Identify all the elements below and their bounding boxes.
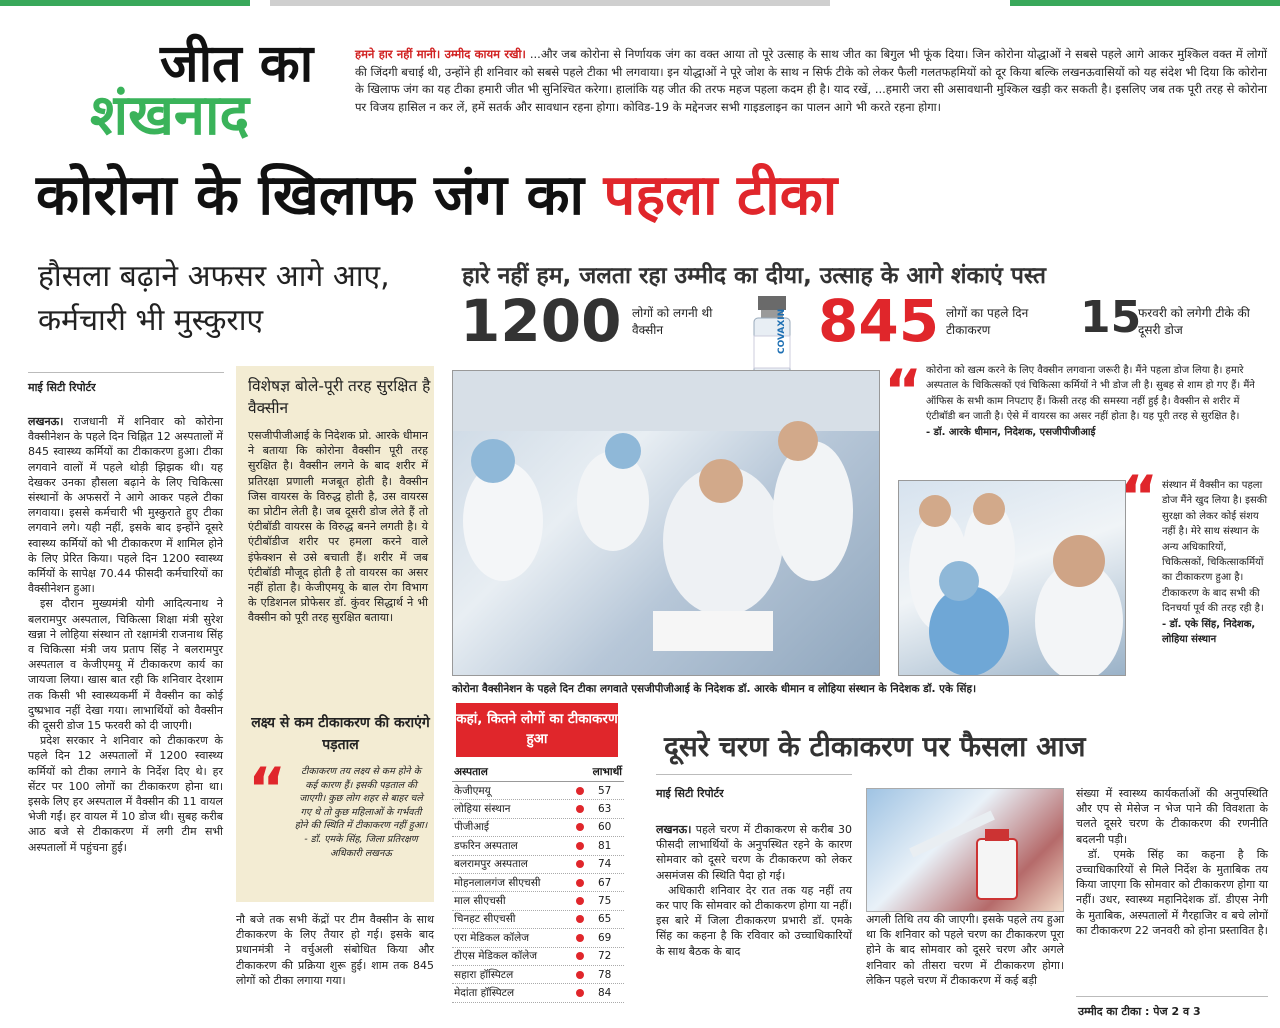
hospital-name: डफरिन अस्पताल: [454, 839, 518, 852]
table-header: [452, 765, 624, 782]
vial-label: COVAXIN: [777, 308, 787, 354]
hospital-name: बलरामपुर अस्पताल: [454, 858, 528, 871]
hospital-name: लोहिया संस्थान: [454, 803, 511, 816]
intro-lead: हमने हार नहीं मानी। उम्मीद कायम रखी।: [355, 47, 526, 61]
target-title: लक्ष्य से कम टीकाकरण की कराएंगे पड़ताल: [251, 715, 430, 753]
left-story-column: [28, 414, 223, 855]
beneficiary-count: 60: [598, 821, 612, 834]
table-row: [452, 837, 624, 855]
top-color-strip: [0, 0, 1280, 6]
left-story-p2: इस दौरान मुख्यमंत्री योगी आदित्यनाथ ने बलरामपुर अस्पताल, चिकित्सा शिक्षा मंत्री सुरेश खन्ना ने लोहिया संस्थान तो रक्षामंत्री राजनाथ सिंह व चिकित्सा मंत्री जय प्रताप सिंह ने बलरामपुर अस्पताल व केजीएमयू में टीकाकरण कार्य का जायजा लिया। खास बात रही कि शनिवार देरशाम तक किसी भी स्वास्थ्यकर्मी में वैक्सीन का कोई दुष्प्रभाव नहीं देखा गया। लाभार्थियों को वैक्सीन की दूसरी डोज 15 फरवरी को दी जाएगी।: [28, 597, 223, 733]
hospital-name: मेदांता हॉस्पिटल: [454, 986, 515, 999]
headline-main: कोरोना के खिलाफ जंग का: [36, 163, 604, 228]
divider: [1076, 996, 1268, 997]
hospital-name: टीएस मेडिकल कॉलेज: [454, 950, 538, 963]
bullet-icon: [576, 860, 584, 868]
hospital-name: सहारा हॉस्पिटल: [454, 968, 514, 981]
beneficiary-count: 81: [598, 839, 612, 852]
table-row: [452, 800, 624, 818]
table-title: कहां, कितने लोगों का टीकाकरण हुआ: [456, 703, 618, 757]
hospital-name: एरा मेडिकल कॉलेज: [454, 931, 529, 944]
second-phase-headline: दूसरे चरण के टीकाकरण पर फैसला आज: [664, 730, 1086, 763]
bullet-icon: [576, 842, 584, 850]
bullet-icon: [576, 989, 584, 997]
second-story-p2: अधिकारी शनिवार देर रात तक यह नहीं तय कर पाए कि सोमवार को टीकाकरण होगा या नहीं। इस बारे में जिला टीकाकरण प्रभारी डॉ. एमके सिंह का कहना है कि रविवार को उच्चाधिकारियों के साथ बैठक के बाद: [656, 883, 852, 958]
quote-aksingh-author: - डॉ. एके सिंह, निदेशक, लोहिया संस्थान: [1162, 618, 1256, 646]
beneficiary-count: 78: [598, 968, 612, 981]
stat-845-label: लोगों का पहले दिन टीकाकरण: [946, 306, 1029, 337]
quote-aksingh-text: संस्थान में वैक्सीन का पहला डोज मैंने खुद लिया है। इसकी सुरक्षा को लेकर कोई संशय नहीं है। मेरे साथ संस्थान के अन्य अधिकारियों, चिकित्सकों, चिकित्साकर्मियों का टीकाकरण हुआ है। टीकाकरण के बाद सभी की दिनचर्या पूर्व की तरह रही है।: [1162, 480, 1268, 615]
hospital-name: पीजीआई: [454, 821, 490, 834]
section-logo-line2: शंखनाद: [90, 83, 250, 148]
hospital-name: चिनहट सीएचसी: [454, 913, 516, 926]
beneficiary-count: 57: [598, 784, 612, 797]
dateline: लखनऊ।: [28, 415, 64, 428]
table-row: [452, 911, 624, 929]
section-logo-line1: जीत का: [160, 34, 314, 94]
beneficiary-count: 67: [598, 876, 612, 889]
quote-dhiman-author: - डॉ. आरके धीमान, निदेशक, एसजीपीजीआई: [926, 426, 1096, 438]
byline: माई सिटी रिपोर्टर: [28, 381, 96, 394]
second-story-col2: अगली तिथि तय की जाएगी। इसके पहले तय हुआ था कि शनिवार को पहले चरण का टीकाकरण पूरा होने के बाद सोमवार को दूसरे चरण और अगले शनिवार को तीसरा चरण में टीकाकरण होगा। लेकिन पहले चरण में टीकाकरण में कई बड़ी: [866, 913, 1064, 987]
stat-845-number: 845: [818, 287, 940, 355]
target-quote: टीकाकरण तय लक्ष्य से कम होने के कई कारण हैं। इसकी पड़ताल की जाएगी। कुछ लोग शहर से बाहर चले गए थे तो कुछ महिलाओं के गर्भवती होने की स्थिति में टीकाकरण नहीं हुआ। - डॉ. एमके सिंह, जिला प्रतिरक्षण अधिकारी लखनऊ: [294, 766, 428, 859]
beneficiary-count: 65: [598, 913, 612, 926]
stat-1200-number: 1200: [460, 287, 622, 355]
bullet-icon: [576, 934, 584, 942]
stat-15-label: फरवरी को लगेगी टीके की दूसरी डोज: [1138, 306, 1250, 337]
hospital-name: मोहनलालगंज सीएचसी: [454, 876, 541, 889]
column-beneficiaries: लाभार्थी: [592, 766, 622, 778]
left-subheadline: हौसला बढ़ाने अफसर आगे आए, कर्मचारी भी मुस्कुराए: [38, 259, 390, 338]
expert-title: विशेषज्ञ बोले-पूरी तरह सुरक्षित है वैक्सीन: [248, 377, 431, 417]
table-row: [452, 929, 624, 947]
beneficiary-count: 69: [598, 931, 612, 944]
beneficiary-count: 74: [598, 858, 612, 871]
headline-highlight: पहला टीका: [603, 163, 838, 228]
quote-dhiman-text: कोरोना को खत्म करने के लिए वैक्सीन लगवाना जरूरी है। मैंने पहला डोज लिया है। हमारे अस्पताल के चिकित्सकों एवं चिकित्सा कर्मियों ने भी डोज ली है। सुबह से शाम हो गए हैं। मैंने ऑफिस के सभी काम निपटाए हैं। किसी तरह की समस्या नहीं हुई है। वैक्सीन से शरीर में एंटीबॉडी बन जाती है। ऐसे में वायरस का असर नहीं होता है। यह पूरी तरह से सुरक्षित है।: [926, 365, 1255, 423]
beneficiary-count: 75: [598, 895, 612, 908]
bullet-icon: [576, 897, 584, 905]
left-story-p1: राजधानी में शनिवार को कोरोना वैक्सीनेशन के पहले दिन चिह्नित 12 अस्पतालों में 845 स्वास्थ्य कर्मियों का टीकाकरण हुआ। टीका लगवाने वालों में पहले थोड़ी झिझक थी। यह देखकर उनका हौसला बढ़ाने के लिए चिकित्सा संस्थानों के अफसरों ने आगे आकर पहले टीका लगवाया। इससे कर्मचारी भी मुस्कुराते हुए टीका लगवाने लगे। यही नहीं, इसके बाद इन्होंने दूसरे स्वास्थ्य कर्मियों को भी टीकाकरण में शामिल होने के लिए प्रेरित किया। पहले दिन 1200 स्वास्थ्य कर्मियों के सापेक्ष 70.44 फीसदी कर्मचारियों का वैक्सीनेशन हुआ।: [28, 415, 223, 596]
quote-aksingh: [1162, 478, 1268, 647]
expert-body: एसजीपीजीआई के निदेशक प्रो. आरके धीमान ने बताया कि कोरोना वैक्सीन पूरी तरह सुरक्षित है। वैक्सीन लगने के बाद शरीर में प्रतिरक्षा प्रणाली मजबूत होती है। वैक्सीन जिस वायरस के विरुद्ध होती है, उस वायरस का प्रोटीन लेती है। जब दूसरी डोज लेते हैं तो एंटीबॉडी वायरस के विरुद्ध बनने लगती है। ये एंटीबॉडीज शरीर पर हमला करने वाले इंफेक्शन से उसे बचाती हैं। शरीर में जब एंटीबॉडी मौजूद होती है तो वायरस का असर नहीं होता है। केजीएमयू के बाल रोग विभाग के एडिशनल प्रोफेसर डॉ. कुंवर सिद्धार्थ ने भी वैक्सीन को पूरी तरह सुरक्षित बताया।: [248, 429, 428, 625]
left-story-p3: प्रदेश सरकार ने शनिवार को टीकाकरण के पहले दिन 12 अस्पतालों में 1200 स्वास्थ्य कर्मियों को टीका लगाने के निर्देश दिए थे। हर सेंटर पर 100 लोगों का टीकाकरण होना था। इसके लिए हर अस्पताल में वैक्सीन की 11 वायल भेजी गईं। हर वायल में 10 डोज थी। सुबह करीब आठ बजे से टीकाकरण में लगी टीम सभी अस्पतालों में पहुंचना हुई।: [28, 734, 223, 854]
second-story-p3: संख्या में स्वास्थ्य कार्यकर्ताओं की अनुपस्थिति और एप से मेसेज न भेज पाने की विवशता के चलते दूसरे चरण के टीकाकरण की रणनीति बदलनी पड़ी।: [1076, 787, 1268, 846]
quote-dhiman: [926, 363, 1262, 440]
quote-mark-icon: “: [248, 755, 287, 823]
table-row: [452, 892, 624, 910]
bullet-icon: [576, 915, 584, 923]
middle-column-bottom: नौ बजे तक सभी केंद्रों पर टीम वैक्सीन के साथ टीकाकरण के लिए तैयार हो गई। इसके बाद प्रधानमंत्री ने वर्चुअली संबोधित किया और टीकाकरण की प्रक्रिया शुरू हुई। शाम तक 845 लोगों को टीका लगाया गया।: [236, 913, 434, 987]
second-story-p1: पहले चरण में टीकाकरण से करीब 30 फीसदी लाभार्थियों के अनुपस्थित रहने के कारण सोमवार को दूसरे चरण के टीकाकरण को लेकर असमंजस की स्थिति पैदा हो गई।: [656, 823, 852, 882]
second-byline: माई सिटी रिपोर्टर: [656, 787, 724, 800]
vaccination-photo-main: [452, 370, 880, 676]
vaccination-photo-lohia: [898, 480, 1126, 676]
hospital-name: केजीएमयू: [454, 784, 491, 797]
beneficiary-count: 84: [598, 986, 612, 999]
second-story-col1: [656, 822, 852, 959]
table-row: [452, 966, 624, 984]
right-subheadline: हारे नहीं हम, जलता रहा उम्मीद का दीया, उत्साह के आगे शंकाएं पस्त: [462, 263, 1046, 289]
bullet-icon: [576, 952, 584, 960]
divider: [656, 774, 852, 775]
bullet-icon: [576, 805, 584, 813]
bullet-icon: [576, 787, 584, 795]
table-row: [452, 819, 624, 837]
second-story-p4: डॉ. एमके सिंह का कहना है कि उच्चाधिकारियों से मिले निर्देश के मुताबिक तय किया जाएगा कि सोमवार को टीकाकरण होगा या नहीं। उधर, स्वास्थ्य महानिदेशक डॉ. डीएस नेगी के मुताबिक, अस्पतालों में गैरहाजिर व बचे लोगों का टीकाकरण 22 जनवरी को होना प्रस्तावित है।: [1076, 847, 1268, 937]
table-row: [452, 984, 624, 1002]
quote-mark-icon: “: [884, 357, 923, 425]
vaccination-table: [452, 765, 624, 1003]
table-row: [452, 874, 624, 892]
bullet-icon: [576, 823, 584, 831]
page-reference: उम्मीद का टीका : पेज 2 व 3: [1078, 1005, 1201, 1018]
table-row: [452, 856, 624, 874]
photo-caption: कोरोना वैक्सीनेशन के पहले दिन टीका लगवाते एसजीपीजीआई के निदेशक डॉ. आरके धीमान व लोहिया संस्थान के निदेशक डॉ. एके सिंह।: [452, 683, 977, 695]
main-headline: [36, 163, 838, 228]
stat-1200-label: लोगों को लगनी थी वैक्सीन: [632, 306, 713, 337]
column-hospital: अस्पताल: [454, 766, 488, 778]
bullet-icon: [576, 971, 584, 979]
intro-body: ...और जब कोरोना से निर्णायक जंग का वक्त आया तो पूरे उत्साह के साथ जीत का बिगुल भी फूंक दिया। जिन कोरोना योद्धाओं ने सबसे पहले आगे आकर मुश्किल वक्त में लोगों की जिंदगी बचाई थी, उन्होंने ही शनिवार को सबसे पहले टीका भी लगवाया। इन योद्धाओं ने पूरे जोश के साथ न सिर्फ टीके को लेकर फैली गलतफहमियों को दूर किया बल्कि लखनऊवासियों को यह संदेश भी दिया कि कोरोना के खिलाफ जंग का यह टीका हमारी जीत भी सुनिश्चित करेगा। हालांकि यह जीत की तरफ महज पहला कदम ही है। याद रखें, ...हमारी जरा सी असावधानी मुश्किल खड़ी कर सकती है। इसलिए जब तक पूरी तरह से कोरोना पर विजय हासिल न कर लें, हमें सतर्क और सावधान रहना होगा। कोविड-19 के मद्देनजर सभी गाइडलाइन का पालन आगे भी करते रहना होगा।: [355, 47, 1267, 114]
quote-mark-icon: “: [1120, 463, 1159, 531]
beneficiary-count: 63: [598, 803, 612, 816]
dateline: लखनऊ।: [656, 823, 692, 836]
second-story-col3: [1076, 786, 1268, 938]
intro-paragraph: [355, 46, 1267, 116]
hospital-name: माल सीएचसी: [454, 895, 506, 908]
table-row: [452, 948, 624, 966]
bullet-icon: [576, 879, 584, 887]
beneficiary-count: 72: [598, 950, 612, 963]
injection-photo: [866, 788, 1064, 912]
divider: [28, 372, 224, 373]
table-row: [452, 782, 624, 800]
stat-15-number: 15: [1080, 292, 1142, 343]
